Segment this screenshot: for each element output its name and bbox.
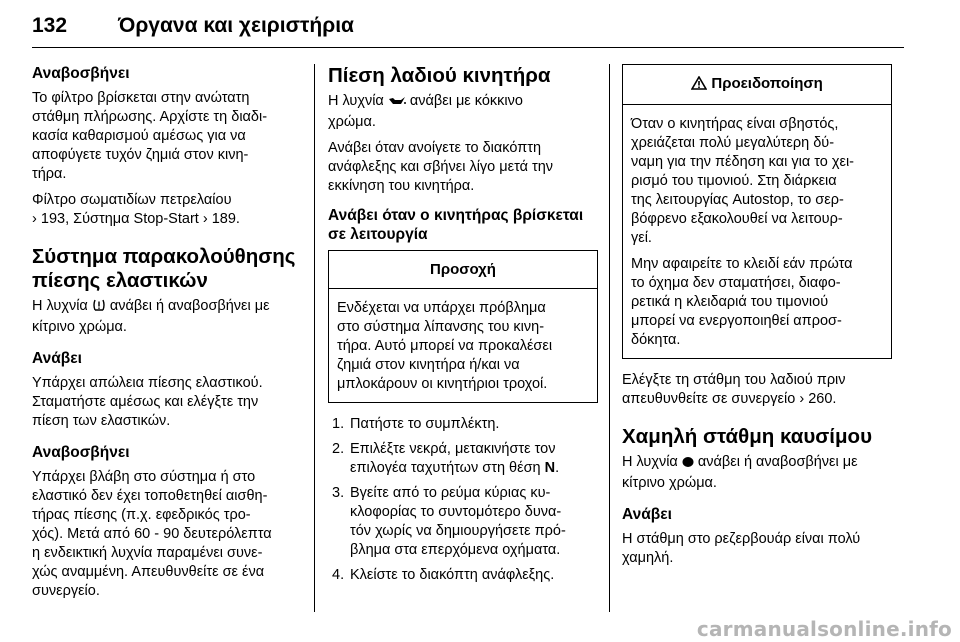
- paragraph-diesel-filter: [32, 191, 302, 229]
- text-line: στάθμη πλήρωσης. Αρχίστε τη διαδι-: [32, 109, 268, 125]
- text-line: Υπάρχει βλάβη στο σύστημα ή στο: [32, 469, 256, 485]
- text-line: Υπάρχει απώλεια πίεσης ελαστικού.: [32, 375, 263, 391]
- text-fragment: Η λυχνία: [32, 298, 88, 314]
- text-line: Ελέγξτε τη στάθμη του λαδιού πριν: [622, 372, 846, 388]
- heading-tyre-pressure: [32, 245, 302, 293]
- text-fragment: ανάβει με κόκκινο: [409, 93, 523, 109]
- text-line: ρετικά η κλειδαριά του τιμονιού: [631, 294, 829, 310]
- reference-arrow-icon: ›: [799, 391, 805, 407]
- tyre-pressure-warning-icon: [92, 298, 106, 318]
- text-line: Φίλτρο σωματιδίων πετρελαίου: [32, 192, 232, 208]
- text-fragment: Η λυχνία: [328, 93, 384, 109]
- text-fragment: επιλογέα ταχυτήτων στη θέση: [350, 460, 541, 476]
- cross-reference[interactable]: [32, 210, 302, 229]
- text-line: Επιλέξτε νεκρά, μετακινήστε τον: [350, 441, 556, 457]
- heading-line: σε λειτουργία: [328, 226, 428, 243]
- text-line: τόν χωρίς να δημιουργήσετε πρό-: [350, 523, 566, 539]
- text-line: τήρας πίεσης (π.χ. εφεδρικός τρο-: [32, 507, 251, 523]
- column-divider-right: [609, 64, 610, 612]
- list-item: [328, 415, 598, 434]
- paragraph-lit: [32, 374, 302, 431]
- paragraph-ignition: [328, 139, 598, 196]
- oil-can-icon: [388, 94, 406, 113]
- text-line: γεί.: [631, 230, 652, 246]
- paragraph-fuel-lamp: [622, 453, 892, 493]
- list-number: 2.: [332, 441, 345, 457]
- text-line: Πατήστε το συμπλέκτη.: [350, 416, 500, 432]
- column-left: [32, 64, 302, 608]
- page-title: Όργανα και χειριστήρια: [118, 14, 354, 37]
- reference-text: 189.: [211, 211, 240, 227]
- list-number: 4.: [332, 567, 345, 583]
- paragraph-flashing-tyre: [32, 468, 302, 601]
- text-fragment: ανάβει ή αναβοσβήνει με: [109, 298, 270, 314]
- list-item: [328, 484, 598, 560]
- text-line: Η στάθμη στο ρεζερβουάρ είναι πολύ: [622, 531, 861, 547]
- text-line: βλημα στα επερχόμενα οχήματα.: [350, 542, 561, 558]
- text-line: ναμη για την πέδηση και για το χει-: [631, 154, 855, 170]
- text-line: βόφρενο εξακολουθεί να λειτουρ-: [631, 211, 843, 227]
- text-line: ρισμό του τιμονιού. Στη διάρκεια: [631, 173, 837, 189]
- text-line: πίεση των ελαστικών.: [32, 413, 171, 429]
- paragraph-oil-lamp: [328, 92, 598, 132]
- reference-arrow-icon: ›: [32, 211, 37, 227]
- text-fragment: .: [555, 460, 560, 476]
- reference-arrow-icon: ›: [202, 211, 208, 227]
- warning-title: [623, 65, 891, 105]
- column-divider-left: [314, 64, 315, 612]
- paragraph-filter: [32, 89, 302, 184]
- header-rule: [32, 47, 904, 48]
- list-item: [328, 440, 598, 478]
- text-fragment: απευθυνθείτε σε συνεργείο: [622, 391, 796, 407]
- text-line: χώς αναμμένη. Απευθυνθείτε σε ένα: [32, 564, 265, 580]
- heading-oil-pressure: Πίεση λαδιού κινητήρα: [328, 64, 551, 87]
- text-line: χός). Μετά από 60 - 90 δευτερόλεπτα: [32, 526, 272, 542]
- text-line: μπορεί να ενεργοποιηθεί απροσ-: [631, 313, 842, 329]
- warning-triangle-icon: [691, 76, 707, 95]
- text-line: εκκίνηση του κινητήρα.: [328, 178, 475, 194]
- heading-flashing: Αναβοσβήνει: [32, 65, 130, 82]
- text-line: της λειτουργίας Autostop, το σερ-: [631, 192, 844, 208]
- reference-text: 193, Σύστημα Stop-Start: [40, 211, 199, 227]
- heading-low-fuel: Χαμηλή στάθμη καυσίμου: [622, 425, 873, 448]
- text-line: ανάφλεξης και σβήνει λίγο μετά την: [328, 159, 554, 175]
- paragraph-check-oil: [622, 371, 892, 409]
- column-right: [622, 64, 892, 575]
- text-line: Βγείτε από το ρεύμα κύριας κυ-: [350, 485, 551, 501]
- list-number: 1.: [332, 416, 345, 432]
- text-line: ζημιά στον κινητήρα ή/και να: [337, 357, 520, 373]
- paragraph-lit-fuel: [622, 530, 892, 568]
- text-line: χαμηλή.: [622, 550, 674, 566]
- text-line: η ενδεικτική λυχνία παραμένει συνε-: [32, 545, 263, 561]
- heading-line: Ανάβει όταν ο κινητήρας βρίσκεται: [328, 207, 584, 224]
- text-line: αποφύγετε τυχόν ζημιά στον κινη-: [32, 147, 249, 163]
- page-number: 132: [32, 14, 68, 37]
- text-line: ελαστικό δεν έχει τοποθετηθεί αισθη-: [32, 488, 268, 504]
- text-line: κίτρινο χρώμα.: [622, 475, 717, 491]
- reference-text: 260.: [808, 391, 837, 407]
- text-fragment: Η λυχνία: [622, 454, 678, 470]
- heading-lit-fuel: Ανάβει: [622, 506, 672, 523]
- text-line: Ανάβει όταν ανοίγετε το διακόπτη: [328, 140, 542, 156]
- fuel-pump-icon: [682, 455, 694, 474]
- list-number: 3.: [332, 485, 345, 501]
- text-line: Σταματήστε αμέσως και ελέγξτε την: [32, 394, 259, 410]
- text-line: Μην αφαιρείτε το κλειδί εάν πρώτα: [631, 256, 853, 272]
- column-middle: [328, 64, 598, 591]
- heading-line: Σύστημα παρακολούθησης: [32, 245, 296, 268]
- text-line: χρειάζεται πολύ μεγαλύτερη δύ-: [631, 135, 835, 151]
- text-line: Κλείστε το διακόπτη ανάφλεξης.: [350, 567, 555, 583]
- steps-list: [328, 415, 598, 585]
- text-line: κίτρινο χρώμα.: [32, 319, 127, 335]
- text-line: μπλοκάρουν οι κινητήριοι τροχοί.: [337, 376, 548, 392]
- text-line: συνεργείο.: [32, 583, 100, 599]
- gear-neutral-label: N: [544, 460, 556, 476]
- text-line: Ενδέχεται να υπάρχει πρόβλημα: [337, 300, 546, 316]
- text-line: δόκητα.: [631, 332, 681, 348]
- heading-engine-running: [328, 206, 598, 244]
- text-line: τήρα.: [32, 166, 67, 182]
- text-fragment: ανάβει ή αναβοσβήνει με: [697, 454, 858, 470]
- paragraph-tyre-lamp: [32, 297, 302, 337]
- list-item: [328, 566, 598, 585]
- text-line: στο σύστημα λίπανσης του κινη-: [337, 319, 545, 335]
- watermark: carmanualsonline.info: [696, 617, 952, 641]
- text-line: χρώμα.: [328, 114, 376, 130]
- text-line: Το φίλτρο βρίσκεται στην ανώτατη: [32, 90, 250, 106]
- warning-text: [623, 105, 891, 358]
- cross-reference[interactable]: [799, 391, 836, 407]
- caution-box: [328, 250, 598, 403]
- heading-lit: Ανάβει: [32, 350, 82, 367]
- text-line: τήρα. Αυτό μπορεί να προκαλέσει: [337, 338, 553, 354]
- text-line: Όταν ο κινητήρας είναι σβηστός,: [631, 116, 839, 132]
- warning-box: [622, 64, 892, 359]
- caution-title: Προσοχή: [329, 251, 597, 289]
- caution-text: [329, 289, 597, 402]
- text-line: κλοφορίας το συντομότερο δυνα-: [350, 504, 562, 520]
- heading-flashing-tyre: Αναβοσβήνει: [32, 444, 130, 461]
- text-line: το όχημα δεν σταματήσει, διαφο-: [631, 275, 841, 291]
- heading-line: πίεσης ελαστικών: [32, 269, 208, 292]
- warning-title-text: Προειδοποίηση: [711, 75, 823, 92]
- page-header: [32, 0, 904, 48]
- text-line: κασία καθαρισμού αμέσως για να: [32, 128, 246, 144]
